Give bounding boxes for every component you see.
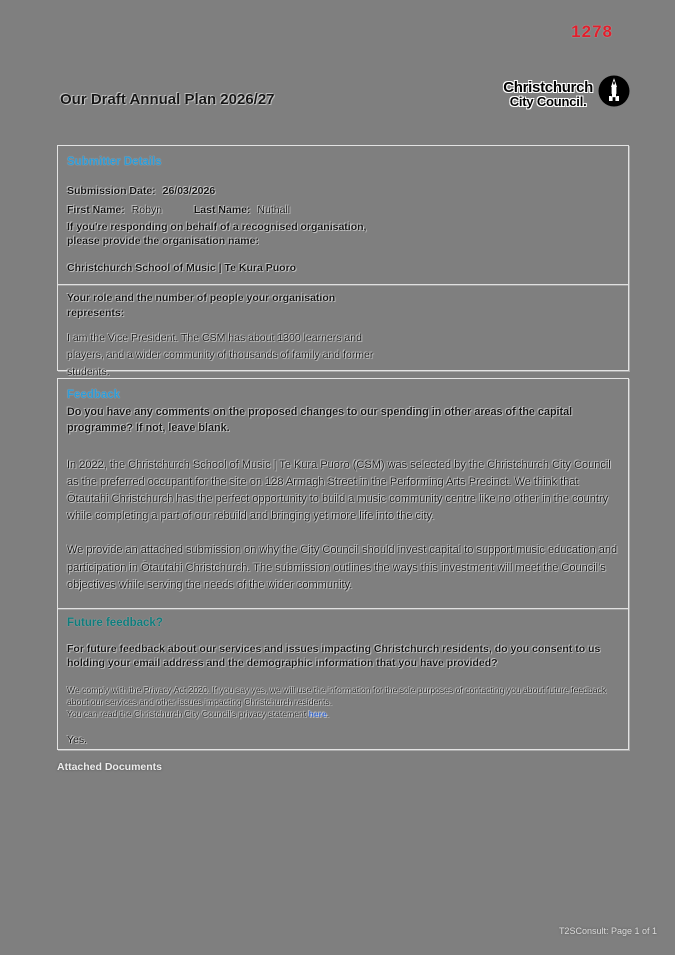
submission-date-row <box>67 185 619 197</box>
attached-documents-label: Attached Documents <box>57 761 163 773</box>
future-feedback-question: For future feedback about our services and issues impacting Christchurch residents, do you consent to us holding your email address and the demographic information that you have provided? <box>67 642 601 670</box>
future-feedback-answer: Yes. <box>67 734 88 747</box>
feedback-answer-paragraph-2: We provide an attached submission on why the City Council should invest capital to support music education and participation in Ōtautahi Christchurch. The submission outlines the ways this investment will meet the Council's objectives while serving the needs of the wider community. <box>67 544 618 591</box>
council-logo-text <box>503 80 593 108</box>
submission-number: 1278 <box>571 22 613 41</box>
first-name-label: First Name: <box>67 204 125 216</box>
privacy-sentence-2: You can read the Christchurch City Council's privacy statement here. <box>67 709 330 720</box>
future-feedback-header: Future feedback? <box>67 616 163 629</box>
council-logo-line1: Christchurch <box>503 78 593 96</box>
page-title: Our Draft Annual Plan 2026/27 <box>60 91 275 108</box>
page-footer: T2SConsult: Page 1 of 1 <box>558 926 657 936</box>
feedback-header: Feedback <box>67 389 121 401</box>
cathedral-icon <box>597 74 631 113</box>
submission-date-value: 26/03/2026 <box>162 185 216 197</box>
privacy-sentence-1: We comply with the Privacy Act 2020. If you say yes, we will use the information for the sole purposes of contacting you about future feedback about our services and other issues impacting Christchurch residents. <box>67 684 607 708</box>
council-logo <box>503 74 631 113</box>
first-name-value: Robyn <box>131 204 163 216</box>
role-question: Your role and the number of people your organisation represents: <box>67 291 336 320</box>
privacy-statement-link[interactable]: here <box>308 709 327 720</box>
feedback-section <box>57 378 629 750</box>
role-answer: I am the Vice President. The CSM has about 1300 learners and players, and a wider community of thousands of family and former students. <box>67 332 374 379</box>
last-name-value: Nuthall <box>257 204 291 216</box>
submission-date-label: Submission Date: <box>67 185 156 197</box>
organisation-name-value: Christchurch School of Music | Te Kura Puoro <box>67 261 297 274</box>
organisation-question: If you're responding on behalf of a recognised organisation, please provide the organisation name: <box>67 221 367 248</box>
submitter-details-section <box>57 145 629 379</box>
section-divider <box>58 608 628 609</box>
section-divider <box>58 284 628 285</box>
submitter-details-header: Submitter Details <box>67 156 162 168</box>
feedback-answer-paragraph-1: In 2022, the Christchurch School of Music | Te Kura Puoro (CSM) was selected by the Christchurch City Council as the preferred occupant for the site on 128 Armagh Street in the Performing Arts Precinct. We think that Ōtautahi Christchurch has the perfect opportunity to build a music community centre like no other in the country while completing a part of our rebuild and bringing yet more life into the city. <box>67 459 611 523</box>
council-logo-line2: City Council. <box>509 93 587 109</box>
privacy-statement <box>67 684 619 720</box>
last-name-label: Last Name: <box>193 204 251 216</box>
feedback-question: Do you have any comments on the proposed changes to our spending in other areas of the capital programme? If not, leave blank. <box>67 406 573 434</box>
name-row <box>67 204 619 216</box>
